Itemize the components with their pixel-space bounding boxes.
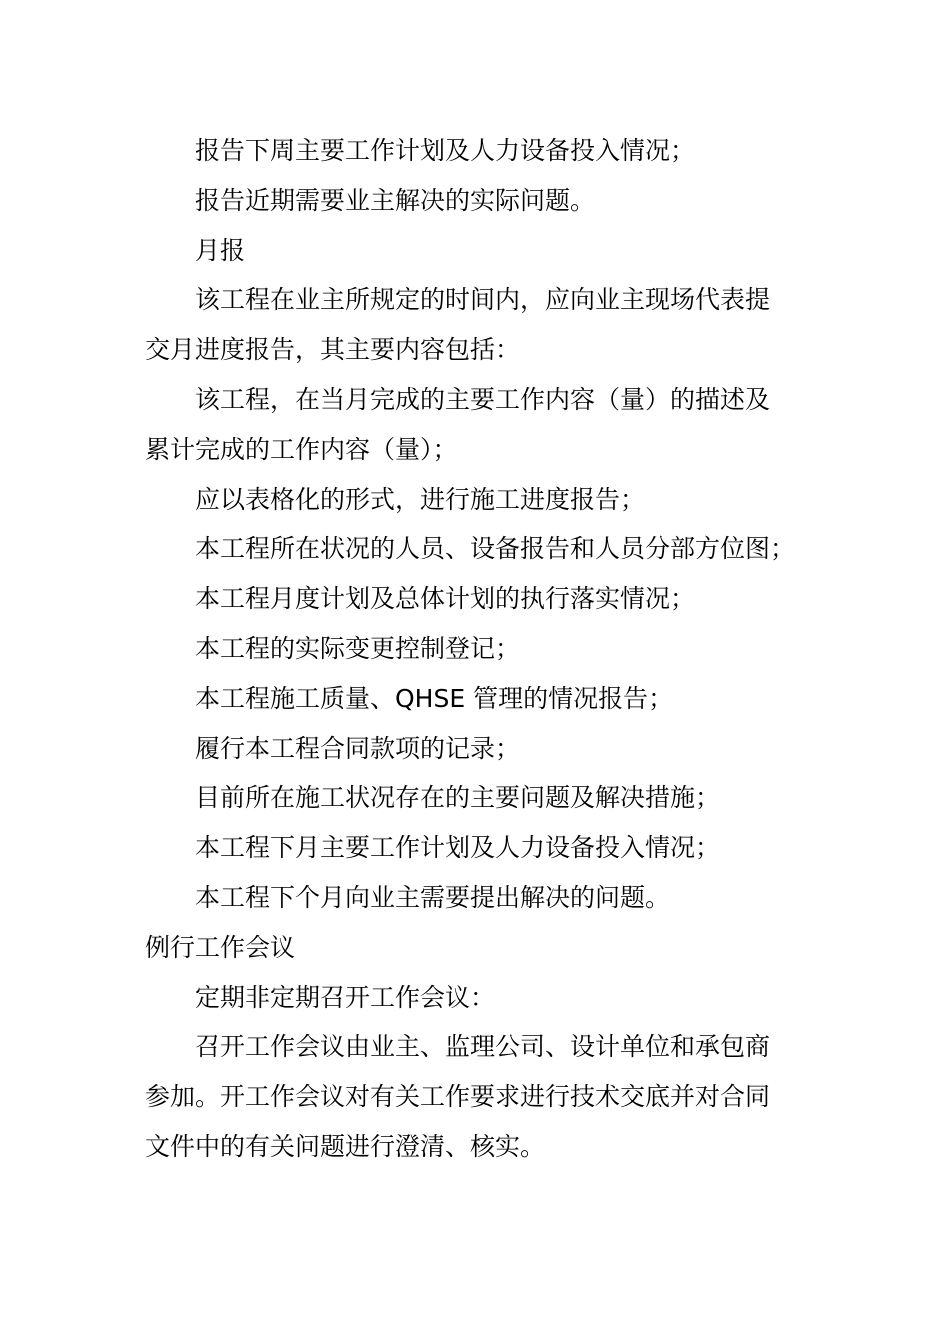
text-line: 文件中的有关问题进行澄清、核实。 <box>145 1131 546 1161</box>
text-line: 本工程下月主要工作计划及人力设备投入情况； <box>195 833 721 863</box>
text-line: 召开工作会议由业主、监理公司、设计单位和承包商 <box>195 1032 771 1062</box>
text-line: 报告近期需要业主解决的实际问题。 <box>195 185 596 215</box>
text-line: 报告下周主要工作计划及人力设备投入情况； <box>195 136 696 165</box>
text-line: 参加。开工作会议对有关工作要求进行技术交底并对合同 <box>145 1082 771 1112</box>
text-line: 累计完成的工作内容（量）； <box>145 434 458 464</box>
text-line: 该工程，在当月完成的主要工作内容（量）的描述及 <box>195 384 771 414</box>
text-line: 本工程月度计划及总体计划的执行落实情况； <box>195 584 696 614</box>
text-line: 目前所在施工状况存在的主要问题及解决措施； <box>195 783 721 813</box>
section-heading: 月报 <box>195 235 246 265</box>
text-line: 应以表格化的形式，进行施工进度报告； <box>195 484 646 514</box>
document-body <box>145 126 805 1172</box>
text-line: 本工程施工质量、QHSE 管理的情况报告； <box>195 683 674 713</box>
section-heading: 例行工作会议 <box>145 932 296 962</box>
text-line: 本工程下个月向业主需要提出解决的问题。 <box>195 882 671 912</box>
text-line: 本工程所在状况的人员、设备报告和人员分部方位图； <box>195 534 796 564</box>
text-line: 履行本工程合同款项的记录； <box>195 733 521 763</box>
text-line: 该工程在业主所规定的时间内，应向业主现场代表提 <box>195 285 771 315</box>
text-line: 定期非定期召开工作会议： <box>195 982 496 1012</box>
text-line: 交月进度报告，其主要内容包括： <box>145 335 521 365</box>
text-line: 本工程的实际变更控制登记； <box>195 633 521 663</box>
